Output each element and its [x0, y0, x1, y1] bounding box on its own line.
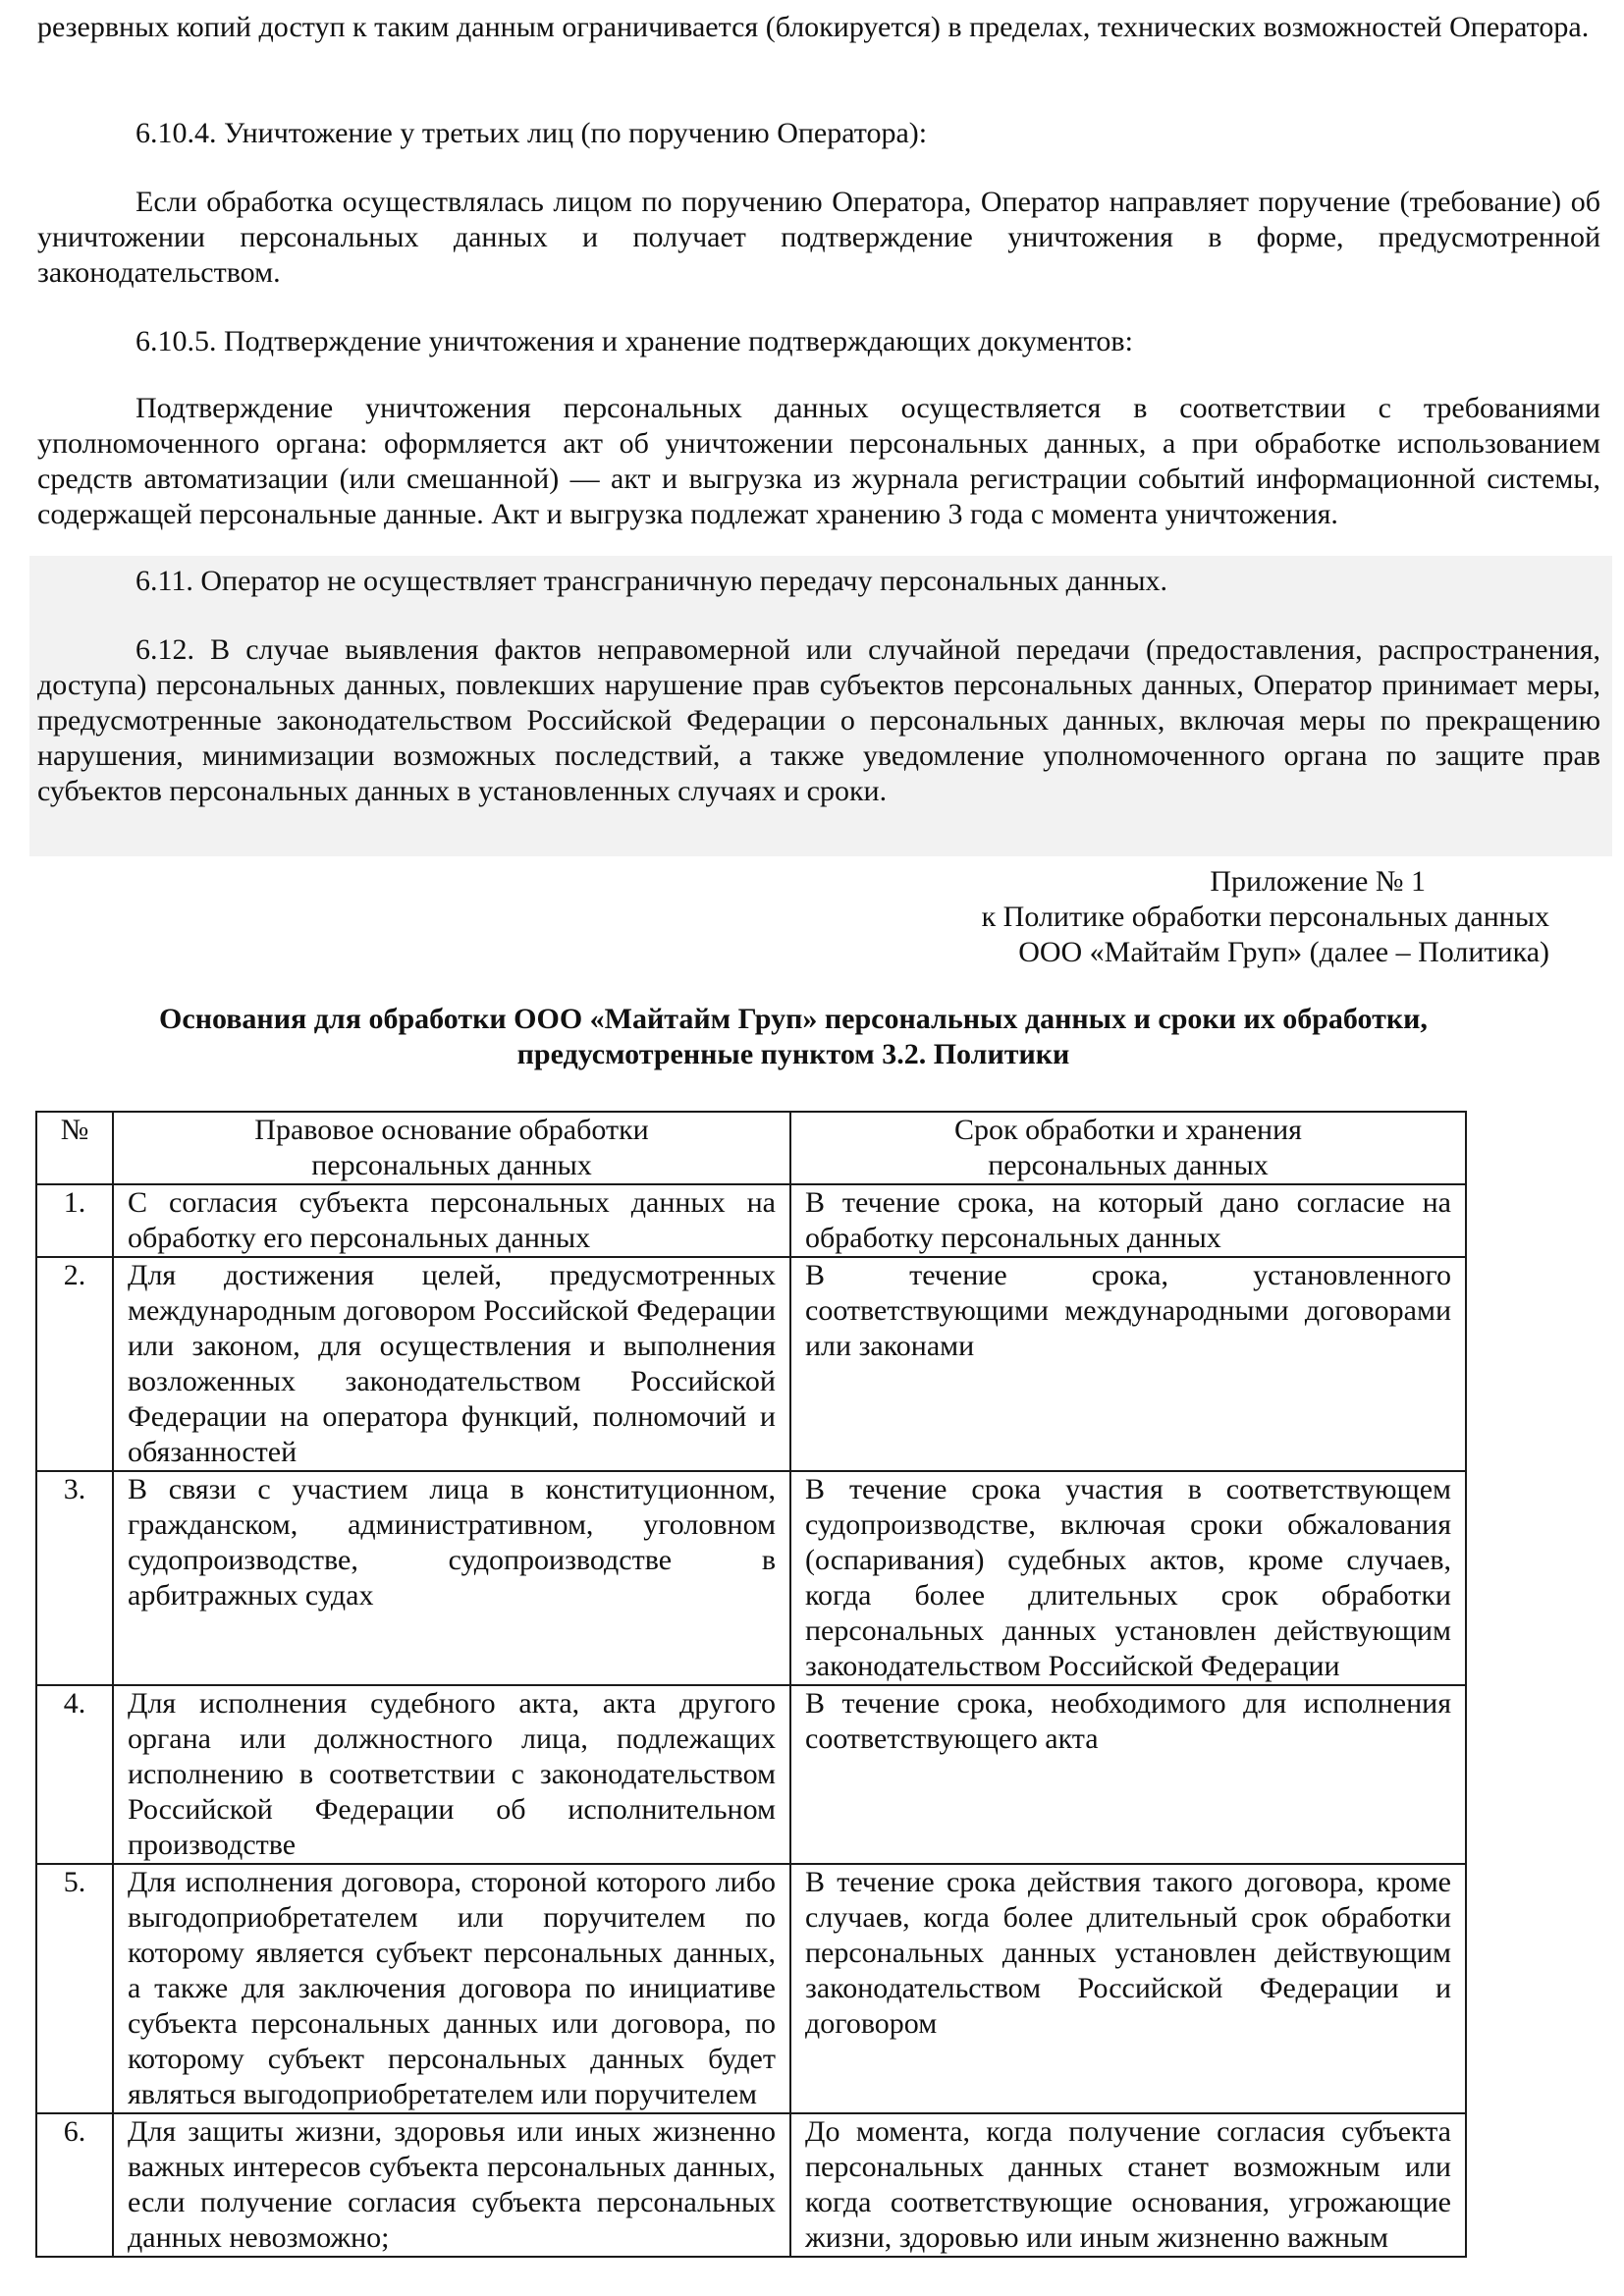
row-legal-basis: Для исполнения договора, стороной которого либо выгодоприобретателем или поручителем по которому является субъект персональных данных, а также для заключения договора по инициативе субъекта персональных данных или договора, по которому субъект персональных данных будет являться выгодоприобретателем или поручителем	[113, 1864, 790, 2113]
row-number: 6.	[36, 2113, 113, 2257]
row-processing-term: В течение срока действия такого договора, кроме случаев, когда более длительный срок обработки персональных данных установлен действующим законодательством Российской Федерации и договором	[790, 1864, 1466, 2113]
table-row	[36, 1471, 1466, 1685]
table-title	[37, 1002, 1549, 1072]
row-legal-basis: Для достижения целей, предусмотренных международным договором Российской Федерации или законом, для осуществления и выполнения возложенных законодательством Российской Федерации на оператора функций, полномочий и обязанностей	[113, 1257, 790, 1471]
appendix-header	[982, 864, 1549, 970]
table-row	[36, 1257, 1466, 1471]
paragraph-backup-copies: резервных копий доступ к таким данным ограничивается (блокируется) в пределах, технических возможностей Оператора.	[37, 11, 1590, 43]
row-legal-basis: С согласия субъекта персональных данных на обработку его персональных данных	[113, 1184, 790, 1257]
header-legal-basis-line-1: Правовое основание обработки	[254, 1114, 649, 1146]
row-legal-basis: Для исполнения судебного акта, акта другого органа или должностного лица, подлежащих исполнению в соответствии с законодательством Российской Федерации об исполнительном производстве	[113, 1685, 790, 1864]
paragraph-third-party-destruction: Если обработка осуществлялась лицом по поручению Оператора, Оператор направляет поручение (требование) об уничтожении персональных данных и получает подтверждение уничтожения в форме, предусмотренной законодательством.	[37, 186, 1600, 289]
row-number: 2.	[36, 1257, 113, 1471]
row-number: 3.	[36, 1471, 113, 1685]
header-processing-term-line-2: персональных данных	[988, 1149, 1269, 1181]
table-row	[36, 1184, 1466, 1257]
row-number: 5.	[36, 1864, 113, 2113]
paragraph-6-10-5-heading: 6.10.5. Подтверждение уничтожения и хранение подтверждающих документов:	[135, 325, 1133, 357]
row-legal-basis: Для защиты жизни, здоровья или иных жизненно важных интересов субъекта персональных данных, если получение согласия субъекта персональных данных невозможно;	[113, 2113, 790, 2257]
row-processing-term: В течение срока, необходимого для исполнения соответствующего акта	[790, 1685, 1466, 1864]
header-processing-term-line-1: Срок обработки и хранения	[954, 1114, 1302, 1146]
appendix-reference: к Политике обработки персональных данных	[981, 901, 1549, 933]
row-processing-term: В течение срока участия в соответствующем судопроизводстве, включая сроки обжалования (оспаривания) судебных актов, кроме случаев, когда более длительных срок обработки персональных данных установлен действующим законодательством Российской Федерации	[790, 1471, 1466, 1685]
row-number: 1.	[36, 1184, 113, 1257]
table-header-row	[36, 1112, 1466, 1184]
table-row	[36, 1864, 1466, 2113]
table-title-line-1: Основания для обработки ООО «Майтайм Груп» персональных данных и сроки их обработки,	[159, 1003, 1428, 1035]
header-legal-basis-line-2: персональных данных	[311, 1149, 592, 1181]
table-row	[36, 2113, 1466, 2257]
row-processing-term: В течение срока, установленного соответствующими международными договорами или законами	[790, 1257, 1466, 1471]
header-legal-basis	[113, 1112, 790, 1184]
header-processing-term	[790, 1112, 1466, 1184]
paragraph-6-11: 6.11. Оператор не осуществляет трансграничную передачу персональных данных.	[135, 565, 1167, 597]
appendix-number: Приложение № 1	[1210, 865, 1426, 898]
row-processing-term: В течение срока, на который дано согласие на обработку персональных данных	[790, 1184, 1466, 1257]
paragraph-6-12: 6.12. В случае выявления фактов неправомерной или случайной передачи (предоставления, распространения, доступа) персональных данных, повлекших нарушение прав субъектов персональных данных, Оператор принимает меры, предусмотренные законодательством Российской Федерации о персональных данных, включая меры по прекращению нарушения, минимизации возможных последствий, а также уведомление уполномоченного органа по защите прав субъектов персональных данных в установленных случаях и сроки.	[37, 633, 1600, 807]
paragraph-6-10-4-heading: 6.10.4. Уничтожение у третьих лиц (по поручению Оператора):	[135, 117, 928, 149]
row-number: 4.	[36, 1685, 113, 1864]
processing-basis-table	[35, 1111, 1467, 2258]
row-processing-term: До момента, когда получение согласия субъекта персональных данных станет возможным или когда соответствующие основания, угрожающие жизни, здоровью или иным жизненно важным	[790, 2113, 1466, 2257]
paragraph-destruction-confirmation: Подтверждение уничтожения персональных данных осуществляется в соответствии с требованиями уполномоченного органа: оформляется акт об уничтожении персональных данных, а при обработке использованием средств автоматизации (или смешанной) — акт и выгрузка из журнала регистрации событий информационной системы, содержащей персональные данные. Акт и выгрузка подлежат хранению 3 года с момента уничтожения.	[37, 392, 1600, 530]
header-number: №	[36, 1112, 113, 1184]
row-legal-basis: В связи с участием лица в конституционном, гражданском, административном, уголовном судопроизводстве, судопроизводстве в арбитражных судах	[113, 1471, 790, 1685]
table-row	[36, 1685, 1466, 1864]
appendix-company: ООО «Майтайм Груп» (далее – Политика)	[1018, 936, 1549, 968]
table-title-line-2: предусмотренные пунктом 3.2. Политики	[516, 1038, 1070, 1070]
